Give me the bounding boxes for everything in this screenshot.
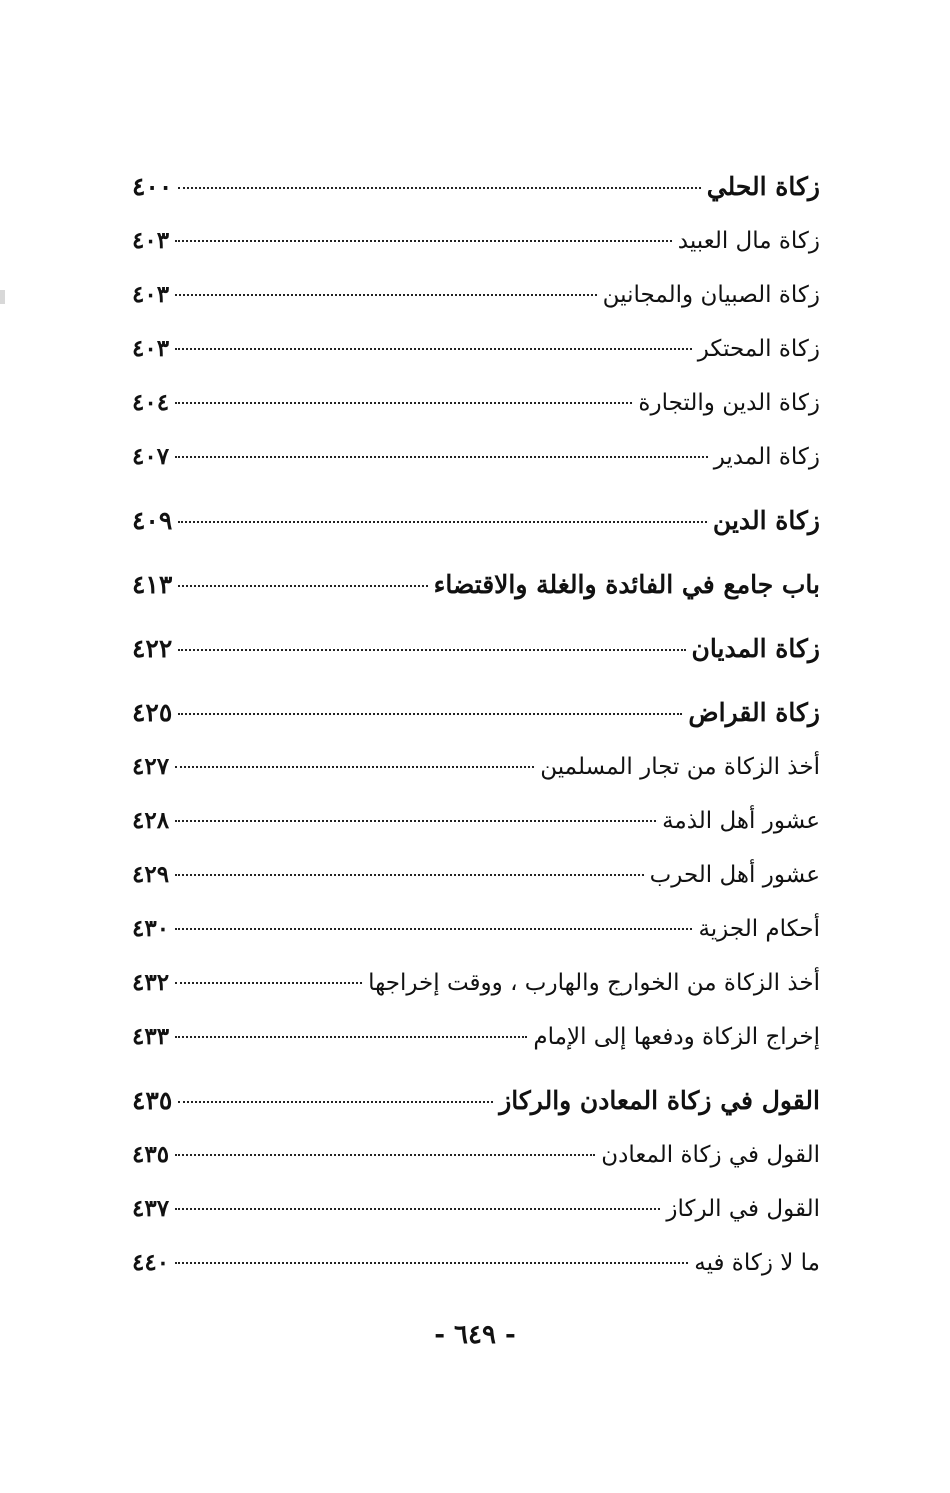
dot-leader	[175, 240, 672, 242]
toc-entry-page: ٤٣٣	[132, 1023, 170, 1050]
dot-leader	[175, 820, 656, 822]
toc-entry-title: القول في الركاز	[666, 1196, 820, 1222]
dot-leader	[178, 649, 685, 651]
toc-entry-title: زكاة القراض	[688, 698, 820, 727]
dot-leader	[175, 1154, 595, 1156]
dot-leader	[175, 982, 362, 984]
toc-entry	[132, 1022, 820, 1052]
toc-entry	[132, 1248, 820, 1278]
toc-entry-title: ما لا زكاة فيه	[694, 1250, 820, 1276]
toc-entry-page: ٤٢٢	[132, 634, 173, 663]
toc-entry	[132, 334, 820, 364]
toc-entry-title: القول في زكاة المعادن	[601, 1142, 820, 1168]
toc-entry-page: ٤٣٢	[132, 969, 170, 996]
toc-entry	[132, 442, 820, 472]
toc-entry	[132, 280, 820, 310]
toc-entry-page: ٤٠٤	[132, 389, 170, 416]
dot-leader	[175, 1262, 688, 1264]
toc-entry	[132, 1140, 820, 1170]
toc-entry-page: ٤٢٨	[132, 807, 170, 834]
toc-entry	[132, 698, 820, 728]
dot-leader	[178, 187, 700, 189]
toc-entry-page: ٤٤٠	[132, 1249, 170, 1276]
toc-entry-title: أخذ الزكاة من الخوارج والهارب ، ووقت إخراجها	[368, 970, 820, 996]
dot-leader	[175, 766, 534, 768]
toc-entry-title: زكاة الدين	[712, 506, 820, 535]
toc-entry	[132, 226, 820, 256]
toc-entry	[132, 570, 820, 600]
dot-leader	[175, 1036, 527, 1038]
toc-entry	[132, 914, 820, 944]
toc-entry	[132, 1086, 820, 1116]
toc-entry	[132, 172, 820, 202]
dot-leader	[178, 1101, 493, 1103]
toc-entry-title: القول في زكاة المعادن والركاز	[499, 1086, 820, 1115]
toc-entry-title: زكاة الدين والتجارة	[638, 390, 820, 416]
dot-leader	[175, 928, 692, 930]
toc-entry-title: زكاة المديان	[691, 634, 820, 663]
toc-entry-page: ٤٠٣	[132, 227, 170, 254]
dot-leader	[175, 874, 644, 876]
toc-entry-title: زكاة الصبيان والمجانين	[602, 282, 820, 308]
toc-entry	[132, 388, 820, 418]
dot-leader	[175, 1208, 660, 1210]
toc-entry-page: ٤٣٧	[132, 1195, 170, 1222]
toc-entry-page: ٤٣٥	[132, 1086, 173, 1115]
toc-entry-title: أحكام الجزية	[698, 916, 820, 942]
dot-leader	[175, 456, 708, 458]
toc-entry-title: أخذ الزكاة من تجار المسلمين	[540, 754, 820, 780]
toc-entry-page: ٤٢٧	[132, 753, 170, 780]
toc-entry	[132, 806, 820, 836]
dot-leader	[175, 348, 692, 350]
toc-entry-page: ٤٠٣	[132, 281, 170, 308]
dot-leader	[175, 402, 632, 404]
toc-entry-page: ٤٣٠	[132, 915, 170, 942]
toc-entry-page: ٤٠٩	[132, 506, 173, 535]
dot-leader	[178, 521, 707, 523]
toc-entry	[132, 860, 820, 890]
toc-entry-page: ٤٣٥	[132, 1141, 170, 1168]
toc-entry-title: زكاة المدير	[713, 444, 820, 470]
toc-entry-page: ٤٠٠	[132, 172, 173, 201]
toc-entry	[132, 752, 820, 782]
toc-entry-page: ٤٠٧	[132, 443, 170, 470]
dot-leader	[175, 294, 597, 296]
table-of-contents	[132, 160, 820, 1278]
toc-entry-page: ٤٢٩	[132, 861, 170, 888]
toc-entry	[132, 968, 820, 998]
scan-edge-mark	[0, 290, 5, 304]
dot-leader	[178, 713, 682, 715]
toc-entry-title: زكاة المحتكر	[697, 336, 820, 362]
toc-entry	[132, 1194, 820, 1224]
toc-entry	[132, 506, 820, 536]
toc-entry-title: إخراج الزكاة ودفعها إلى الإمام	[533, 1024, 820, 1050]
toc-entry-page: ٤٠٣	[132, 335, 170, 362]
toc-entry-page: ٤٢٥	[132, 698, 173, 727]
toc-entry-title: زكاة الحلي	[706, 172, 820, 201]
toc-entry-title: باب جامع في الفائدة والغلة والاقتضاء	[433, 570, 820, 599]
toc-entry-title: زكاة مال العبيد	[677, 228, 820, 254]
toc-entry-title: عشور أهل الذمة	[662, 808, 820, 834]
dot-leader	[178, 585, 427, 587]
toc-entry	[132, 634, 820, 664]
page-number: - ٦٤٩ -	[434, 1320, 516, 1350]
toc-entry-title: عشور أهل الحرب	[649, 862, 820, 888]
toc-entry-page: ٤١٣	[132, 570, 173, 599]
